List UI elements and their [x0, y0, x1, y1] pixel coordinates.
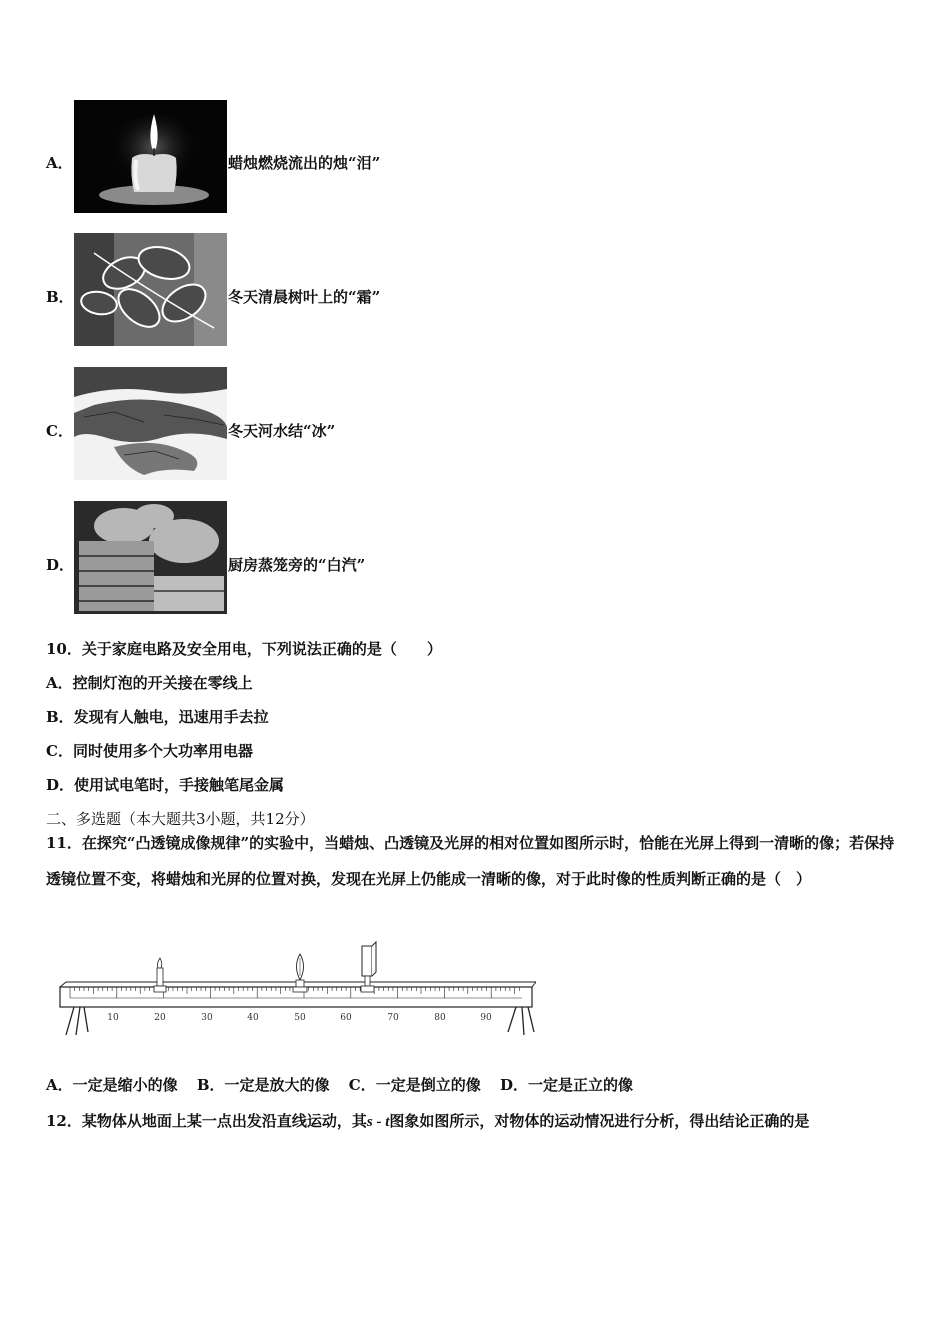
ruler-tick-label: 30	[201, 1013, 213, 1023]
option-a-letter: A．	[46, 154, 73, 172]
q12-stem	[46, 1110, 809, 1131]
candle-photo	[74, 100, 227, 213]
ruler-tick-label: 40	[247, 1013, 259, 1023]
q11-option-a: A．一定是缩小的像	[46, 1076, 178, 1094]
q11-option-c: C．一定是倒立的像	[348, 1076, 481, 1094]
option-c-letter: C．	[46, 422, 73, 440]
q10-option-a: A．控制灯泡的开关接在零线上	[46, 674, 253, 692]
q12-stem-before: 12．某物体从地面上某一点出发沿直线运动，其	[46, 1112, 367, 1130]
q11-option-b: B．一定是放大的像	[196, 1076, 330, 1094]
ruler-tick-label: 50	[294, 1013, 306, 1023]
q10-option-b: B．发现有人触电，迅速用手去拉	[46, 708, 269, 726]
q10-option-d: D．使用试电笔时，手接触笔尾金属	[46, 776, 285, 794]
option-b-letter: B．	[46, 288, 74, 306]
lens-icon	[293, 954, 307, 992]
option-a-text: 蜡烛燃烧流出的烛“泪”	[228, 154, 381, 172]
q10-option-c: C．同时使用多个大功率用电器	[46, 742, 253, 760]
section-heading: 二、多选题（本大题共3小题，共12分）	[46, 810, 315, 828]
q12-stem-after: 图象如图所示，对物体的运动情况进行分析，得出结论正确的是	[389, 1112, 810, 1130]
ruler-tick-label: 10	[107, 1013, 119, 1023]
frozen-river-photo	[74, 367, 227, 480]
ruler-tick-label: 80	[434, 1013, 446, 1023]
q11-stem: 11．在探究“凸透镜成像规律”的实验中，当蜡烛、凸透镜及光屏的相对位置如图所示时，恰能在光屏上得到一清晰的像；若保持透镜位置不变，将蜡烛和光屏的位置对换，发现在光屏上仍能成一清晰的像，对于此时像的性质判断正确的是（ ）	[46, 834, 895, 888]
option-d-letter: D．	[46, 556, 75, 574]
q12-symbol: s - t	[366, 1114, 390, 1130]
ruler-tick-label: 90	[480, 1013, 492, 1023]
ruler-tick-label: 60	[340, 1013, 352, 1023]
option-b-text: 冬天清晨树叶上的“霜”	[228, 288, 381, 306]
q11-option-d: D．一定是正立的像	[499, 1076, 633, 1094]
q11-options	[46, 1074, 647, 1095]
frost-leaves-photo	[74, 233, 227, 346]
ruler-tick-label: 20	[154, 1013, 166, 1023]
q10-stem: 10．关于家庭电路及安全用电，下列说法正确的是（ ）	[46, 640, 442, 658]
candle-icon	[154, 958, 166, 992]
ruler-tick-label: 70	[387, 1013, 399, 1023]
optical-bench-diagram	[56, 940, 536, 1040]
option-c-text: 冬天河水结“冰”	[228, 422, 336, 440]
option-d-text: 厨房蒸笼旁的“白汽”	[228, 556, 366, 574]
screen-icon	[361, 942, 376, 992]
steamer-photo	[74, 501, 227, 614]
